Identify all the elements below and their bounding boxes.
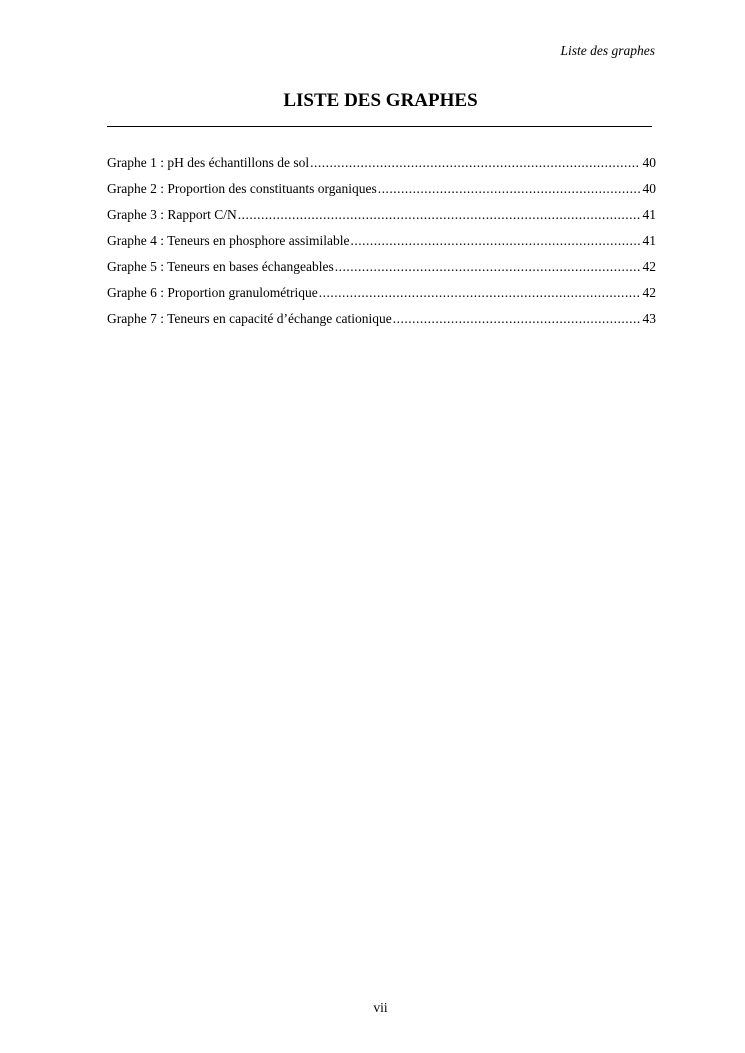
dot-leader — [393, 310, 640, 328]
page-title: LISTE DES GRAPHES — [283, 90, 478, 111]
dot-leader — [335, 258, 640, 276]
entry-page-number: 43 — [642, 311, 656, 326]
graph-list-entry[interactable] — [107, 180, 656, 206]
title-rule — [107, 126, 652, 127]
entry-page-number: 41 — [642, 207, 656, 222]
dot-leader — [378, 180, 640, 198]
entry-label: Graphe 1 : pH des échantillons de sol — [107, 155, 310, 170]
graph-list — [107, 154, 656, 336]
page-number: vii — [373, 1000, 388, 1015]
entry-label: Graphe 5 : Teneurs en bases échangeables — [107, 259, 334, 274]
entry-label: Graphe 3 : Rapport C/N — [107, 207, 237, 222]
entry-label: Graphe 6 : Proportion granulométrique — [107, 285, 318, 300]
dot-leader — [351, 232, 640, 250]
entry-label: Graphe 2 : Proportion des constituants organiques — [107, 181, 377, 196]
graph-list-entry[interactable] — [107, 232, 656, 258]
entry-page-number: 40 — [642, 155, 656, 170]
entry-page-number: 42 — [642, 285, 656, 300]
graph-list-entry[interactable] — [107, 310, 656, 336]
dot-leader — [310, 154, 639, 172]
running-header: Liste des graphes — [560, 43, 655, 58]
entry-label: Graphe 4 : Teneurs en phosphore assimilable — [107, 233, 350, 248]
entry-page-number: 42 — [642, 259, 656, 274]
graph-list-entry[interactable] — [107, 258, 656, 284]
entry-page-number: 41 — [642, 233, 656, 248]
graph-list-entry[interactable] — [107, 206, 656, 232]
graph-list-entry[interactable] — [107, 154, 656, 180]
entry-page-number: 40 — [642, 181, 656, 196]
entry-label: Graphe 7 : Teneurs en capacité d’échange cationique — [107, 311, 392, 326]
graph-list-entry[interactable] — [107, 284, 656, 310]
dot-leader — [319, 284, 640, 302]
dot-leader — [238, 206, 640, 224]
